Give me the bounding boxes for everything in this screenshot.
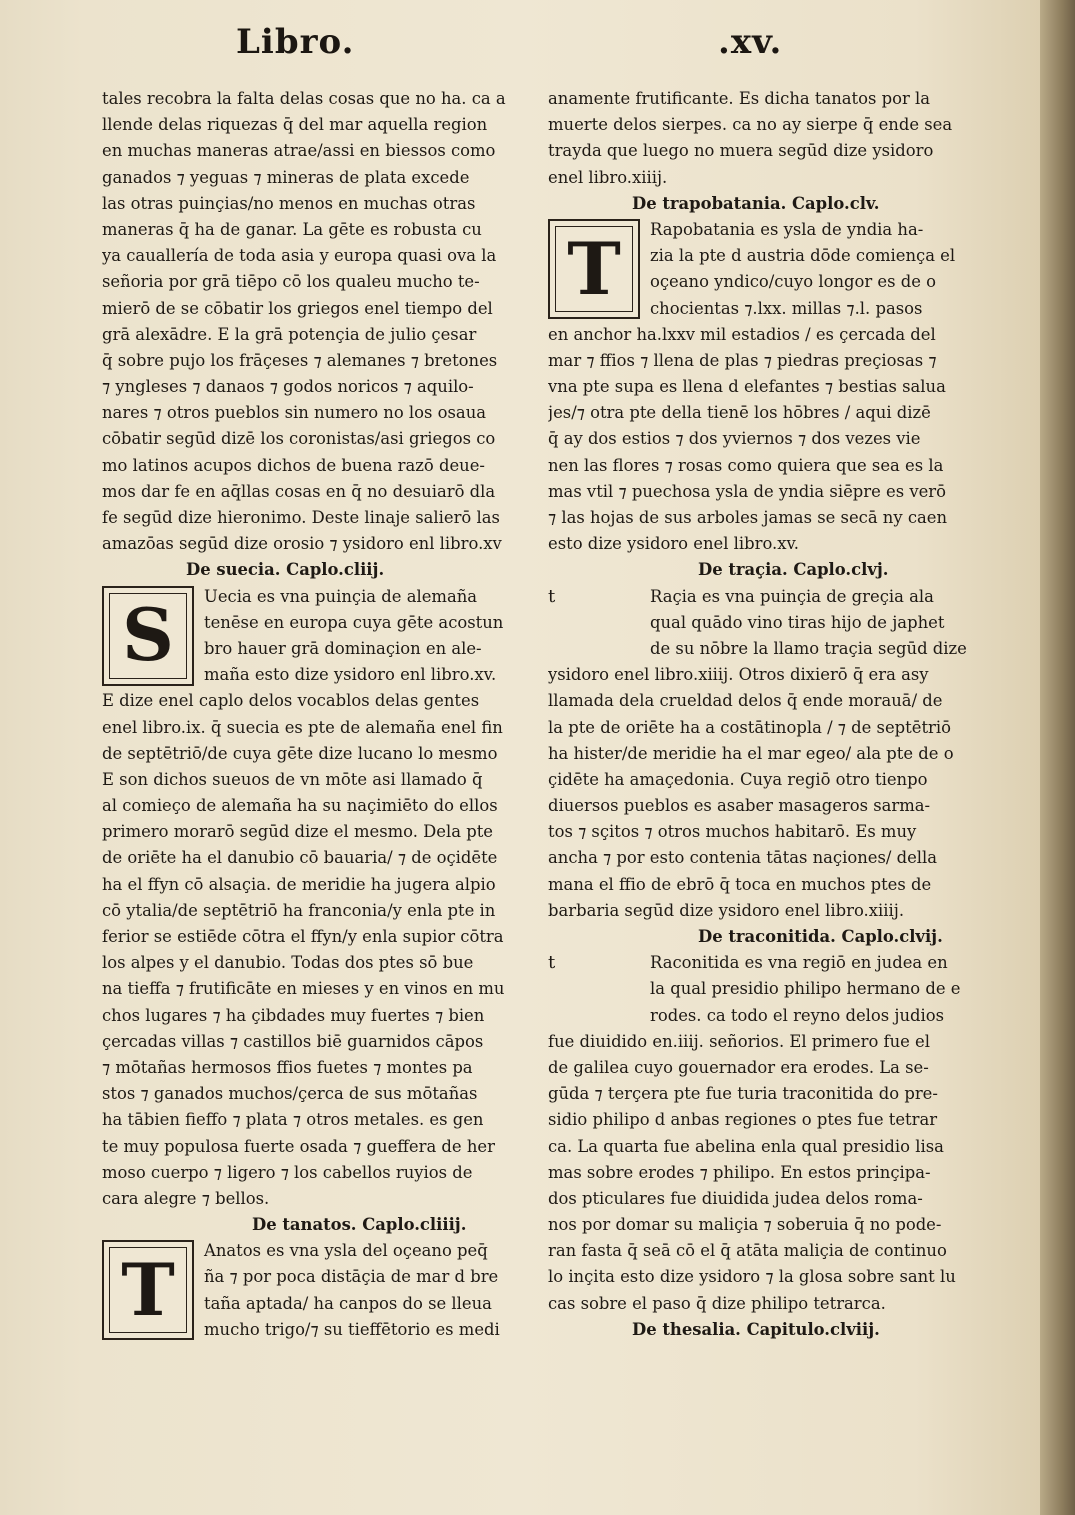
text-line: sidio philipo d anbas regiones o ptes fue tetrar xyxy=(548,1110,938,1130)
text-line: barbaria segūd dize ysidoro enel libro.xiiij. xyxy=(548,900,905,920)
text-line: ysidoro enel libro.xiiij. Otros dixierō q̄ era asy xyxy=(548,665,929,685)
text-line: muerte delos sierpes. ca no ay sierpe q̄ ende sea xyxy=(548,115,953,135)
text-line: nos por domar su maliçia ⁊ soberuia q̄ no pode- xyxy=(548,1215,942,1235)
text-line: en anchor ha.lxxv mil estadios / es çercada del xyxy=(548,324,936,344)
text-line: cōbatir segūd dizē los coronistas/asi griegos co xyxy=(102,429,496,449)
text-line: oçeano yndico/cuyo longor es de o xyxy=(650,272,937,292)
text-line: tos ⁊ sçitos ⁊ otros muchos habitarō. Es muy xyxy=(548,822,917,842)
text-line: moso cuerpo ⁊ ligero ⁊ los cabellos ruyios de xyxy=(102,1162,473,1182)
text-line: qual quādo vino tiras hijo de japhet xyxy=(650,612,945,632)
chapter-heading: De traçia. Caplo.clvj. xyxy=(698,560,889,580)
text-line: de su nōbre la llamo traçia segūd dize xyxy=(650,638,967,658)
text-line: mas vtil ⁊ puechosa ysla de yndia siēpre es verō xyxy=(548,481,946,501)
text-line: la qual presidio philipo hermano de e xyxy=(650,979,961,999)
drop-cap-initial: S xyxy=(102,586,194,686)
text-line: cō ytalia/de septētriō ha franconia/y enla pte in xyxy=(102,900,496,920)
text-line: E son dichos sueuos de vn mōte asi llamado q̄ xyxy=(102,769,483,789)
drop-cap-initial: T xyxy=(548,219,640,319)
text-line: lo inçita esto dize ysidoro ⁊ la glosa sobre sant lu xyxy=(548,1267,956,1287)
text-line: mo latinos acupos dichos de buena razō deue- xyxy=(102,455,485,475)
chapter-heading: De tanatos. Caplo.cliiij. xyxy=(252,1215,467,1235)
text-line: al comieço de alemaña ha su naçimiēto do ellos xyxy=(102,796,498,816)
text-line: grā alexādre. E la grā potençia de julio çesar xyxy=(102,324,477,344)
text-line: mucho trigo/⁊ su tieffētorio es medi xyxy=(204,1319,500,1339)
text-line: ⁊ las hojas de sus arboles jamas se secā ny caen xyxy=(548,508,948,527)
chapter-heading: De trapobatania. Caplo.clv. xyxy=(632,193,880,213)
text-line: ⁊ mōtañas hermosos ffios fuetes ⁊ montes pa xyxy=(102,1057,473,1077)
text-line: llamada dela crueldad delos q̄ ende morauā/ de xyxy=(548,691,943,711)
text-line: mas sobre erodes ⁊ philipo. En estos prinçipa- xyxy=(548,1162,931,1182)
text-line: tales recobra la falta delas cosas que no ha. ca a xyxy=(102,89,506,108)
text-line: la pte de oriēte ha a costātinopla / ⁊ de septētriō xyxy=(548,717,951,737)
right-text-a xyxy=(548,86,978,191)
text-line: ran fasta q̄ seā cō el q̄ atāta maliçia de continuo xyxy=(548,1241,947,1261)
text-line: ganados ⁊ yeguas ⁊ mineras de plata excede xyxy=(102,167,470,187)
right-text-d xyxy=(548,1029,978,1317)
text-line: ha tābien fieffo ⁊ plata ⁊ otros metales. es gen xyxy=(102,1110,484,1130)
text-line: ferior se estiēde cōtra el ffyn/y enla supior cōtra xyxy=(102,927,504,946)
text-line: los alpes y el danubio. Todas dos ptes sō bue xyxy=(102,953,474,973)
text-line: esto dize ysidoro enel libro.xv. xyxy=(548,534,800,554)
text-line: na tieffa ⁊ frutificāte en mieses y en vinos en mu xyxy=(102,979,505,999)
text-line: E dize enel caplo delos vocablos delas gentes xyxy=(102,691,480,711)
text-line: chos lugares ⁊ ha çibdades muy fuertes ⁊ bien xyxy=(102,1005,485,1025)
drop-cap-initial: T xyxy=(102,1240,194,1340)
text-line: Uecia es vna puinçia de alemaña xyxy=(204,586,478,606)
chapter-heading: De thesalia. Capitulo.clviij. xyxy=(632,1319,880,1339)
text-line: maña esto dize ysidoro enl libro.xv. xyxy=(204,665,497,685)
text-line: vna pte supa es llena d elefantes ⁊ bestias salua xyxy=(548,377,946,397)
page-header-left: Libro. xyxy=(236,22,355,62)
text-line: taña aptada/ ha canpos do se lleua xyxy=(204,1293,492,1313)
text-line: mana el ffio de ebrō q̄ toca en muchos ptes de xyxy=(548,874,932,894)
text-line: enel libro.ix. q̄ suecia es pte de alemaña enel fin xyxy=(102,717,503,737)
indented-lines xyxy=(548,950,978,1029)
text-line: ancha ⁊ por esto contenia tātas naçiones/ della xyxy=(548,848,938,868)
text-line: dos pticulares fue diuidida judea delos roma- xyxy=(548,1188,923,1208)
text-line: señoria por grā tiēpo cō los qualeu mucho te- xyxy=(102,272,480,292)
text-line: anamente frutificante. Es dicha tanatos por la xyxy=(548,89,931,108)
chapter-heading: De suecia. Caplo.cliij. xyxy=(186,560,385,580)
text-line: fe segūd dize hieronimo. Deste linaje salierō las xyxy=(102,508,500,527)
indented-lines xyxy=(548,584,978,663)
text-line: q̄ sobre pujo los frāçeses ⁊ alemanes ⁊ bretones xyxy=(102,350,498,370)
text-line: cara alegre ⁊ bellos. xyxy=(102,1188,270,1208)
text-line: jes/⁊ otra pte della tienē los hōbres / aqui dizē xyxy=(548,403,931,423)
text-line: ha el ffyn cō alsaçia. de meridie ha jugera alpio xyxy=(102,874,496,894)
chapter-heading: De traconitida. Caplo.clvij. xyxy=(698,927,943,946)
text-line: çercadas villas ⁊ castillos biē guarnidos cāpos xyxy=(102,1031,484,1051)
text-line: rodes. ca todo el reyno delos judios xyxy=(650,1005,945,1025)
guide-letter-block xyxy=(548,584,978,663)
right-column xyxy=(548,86,978,1343)
page-header-right: .xv. xyxy=(718,22,783,62)
text-line: bro hauer grā dominaçion en ale- xyxy=(204,638,482,658)
text-line: de galilea cuyo gouernador era erodes. La se- xyxy=(548,1057,929,1077)
text-line: ya cauallería de toda asia y europa quasi ova la xyxy=(102,246,497,266)
right-text-c xyxy=(548,662,978,924)
text-line: primero morarō segūd dize el mesmo. Dela pte xyxy=(102,822,493,842)
text-line: Anatos es vna ysla del oçeano peq̄ xyxy=(204,1241,488,1261)
text-line: gūda ⁊ terçera pte fue turia traconitida do pre- xyxy=(548,1084,938,1104)
text-line: q̄ ay dos estios ⁊ dos yviernos ⁊ dos vezes vie xyxy=(548,429,921,449)
drop-cap-block xyxy=(102,584,522,689)
text-line: mierō de se cōbatir los griegos enel tiempo del xyxy=(102,298,493,318)
text-line: nen las flores ⁊ rosas como quiera que sea es la xyxy=(548,455,944,475)
text-line: diuersos pueblos es asaber masageros sarma- xyxy=(548,796,931,816)
text-line: Raçia es vna puinçia de greçia ala xyxy=(650,586,934,606)
text-line: trayda que luego no muera segūd dize ysidoro xyxy=(548,141,934,161)
text-line: nares ⁊ otros pueblos sin numero no los osaua xyxy=(102,403,487,423)
text-line: ⁊ yngleses ⁊ danaos ⁊ godos noricos ⁊ aquilo- xyxy=(102,377,474,397)
text-line: de septētriō/de cuya gēte dize lucano lo mesmo xyxy=(102,743,498,763)
text-line: Rapobatania es ysla de yndia ha- xyxy=(650,219,924,239)
text-line: chocientas ⁊.lxx. millas ⁊.l. pasos xyxy=(650,298,923,318)
right-text-b xyxy=(548,322,978,558)
text-line: fue diuidido en.iiij. señorios. El primero fue el xyxy=(548,1031,930,1051)
text-line: amazōas segūd dize orosio ⁊ ysidoro enl libro.xv xyxy=(102,534,502,554)
guide-letter-block xyxy=(548,950,978,1029)
page-edge xyxy=(1040,0,1075,1515)
guide-letter: t xyxy=(548,952,556,974)
text-line: llende delas riquezas q̄ del mar aquella region xyxy=(102,115,488,135)
guide-letter: t xyxy=(548,585,556,607)
text-line: ca. La quarta fue abelina enla qual presidio lisa xyxy=(548,1136,944,1156)
text-line: stos ⁊ ganados muchos/çerca de sus mōtañas xyxy=(102,1084,478,1104)
text-line: ña ⁊ por poca distāçia de mar d bre xyxy=(204,1267,499,1287)
text-line: te muy populosa fuerte osada ⁊ gueffera de her xyxy=(102,1136,495,1156)
text-line: zia la pte d austria dōde comiença el xyxy=(650,246,956,266)
text-line: enel libro.xiiij. xyxy=(548,167,668,187)
text-line: las otras puinçias/no menos en muchas otras xyxy=(102,193,476,213)
left-text-a xyxy=(102,86,522,557)
text-line: Raconitida es vna regiō en judea en xyxy=(650,953,948,973)
text-line: tenēse en europa cuya gēte acostun xyxy=(204,612,504,632)
text-line: çidēte ha amaçedonia. Cuya regiō otro tienpo xyxy=(548,769,928,789)
left-text-b xyxy=(102,688,522,1212)
text-line: cas sobre el paso q̄ dize philipo tetrarca. xyxy=(548,1293,886,1313)
text-line: mar ⁊ ffios ⁊ llena de plas ⁊ piedras preçiosas ⁊ xyxy=(548,350,937,370)
text-line: ha hister/de meridie ha el mar egeo/ ala pte de o xyxy=(548,743,954,763)
text-line: mos dar fe en aq̄llas cosas en q̄ no desuiarō dla xyxy=(102,481,496,501)
drop-cap-block xyxy=(548,217,978,322)
text-line: de oriēte ha el danubio cō bauaria/ ⁊ de oçidēte xyxy=(102,848,498,868)
text-line: en muchas maneras atrae/assi en biessos como xyxy=(102,141,496,161)
left-column xyxy=(102,86,522,1343)
drop-cap-block xyxy=(102,1238,522,1343)
text-line: maneras q̄ ha de ganar. La gēte es robusta cu xyxy=(102,219,482,239)
